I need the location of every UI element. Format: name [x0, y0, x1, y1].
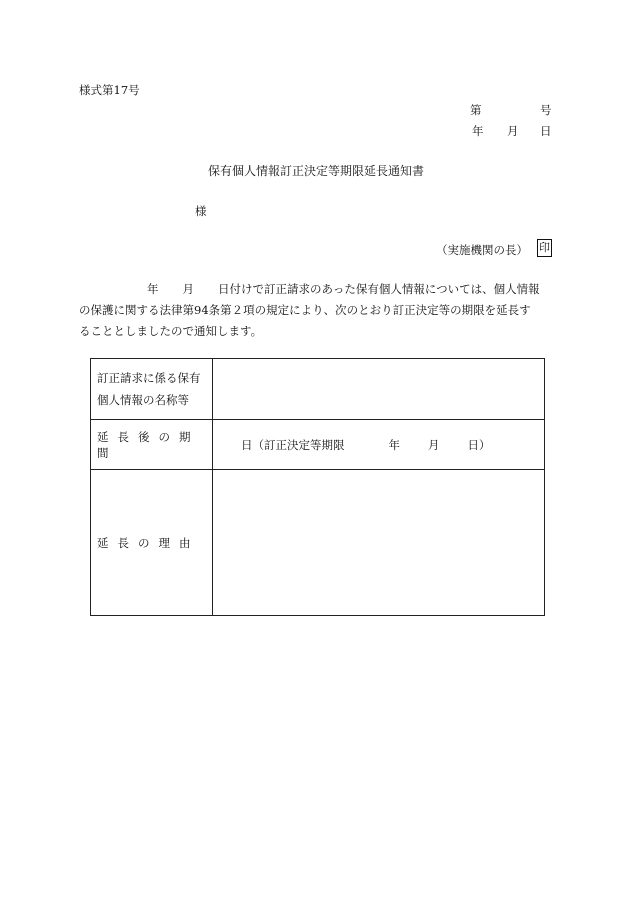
document-title: 保有個人情報訂正決定等期限延長通知書	[208, 164, 425, 178]
seal-mark: 印	[537, 239, 552, 257]
label-requested-info-line1: 訂正請求に係る保有	[97, 371, 201, 385]
body-year: 年	[147, 282, 159, 296]
period-day: 日）	[467, 437, 491, 452]
body-line-1-text: 日付けで訂正請求のあった保有個人情報については、個人情報	[218, 282, 540, 296]
form-number: 様式第17号	[79, 83, 140, 97]
period-month: 月	[428, 437, 440, 452]
body-line-2: の保護に関する法律第94条第２項の規定により、次のとおり訂正決定等の期限を延長す	[79, 303, 531, 317]
table-row	[91, 470, 545, 616]
body-line-3: ることとしましたので通知します。	[79, 324, 263, 338]
period-text: 日（訂正決定等期限	[241, 437, 345, 452]
label-requested-info-line2: 個人情報の名称等	[97, 393, 189, 407]
value-requested-info	[213, 359, 545, 420]
issue-number-prefix: 第	[470, 103, 482, 117]
table-row	[91, 420, 545, 470]
issue-number-suffix: 号	[540, 103, 552, 117]
label-extension-reason: 延長の理由	[91, 470, 213, 616]
value-extension-reason	[213, 470, 545, 616]
label-extended-period: 延長後の期間	[91, 420, 213, 470]
date-year-label: 年	[472, 124, 484, 138]
date-month-label: 月	[507, 124, 519, 138]
table-row	[91, 359, 545, 420]
period-year: 年	[388, 437, 400, 452]
sender-title: （実施機関の長）	[436, 243, 528, 257]
body-line-1	[79, 279, 559, 300]
value-extended-period	[213, 420, 545, 470]
date-day-label: 日	[540, 124, 552, 138]
notice-body	[79, 279, 559, 342]
recipient-honorific: 様	[195, 204, 207, 218]
label-requested-info	[91, 359, 213, 420]
body-month: 月	[182, 282, 194, 296]
extension-details-table	[90, 358, 545, 616]
